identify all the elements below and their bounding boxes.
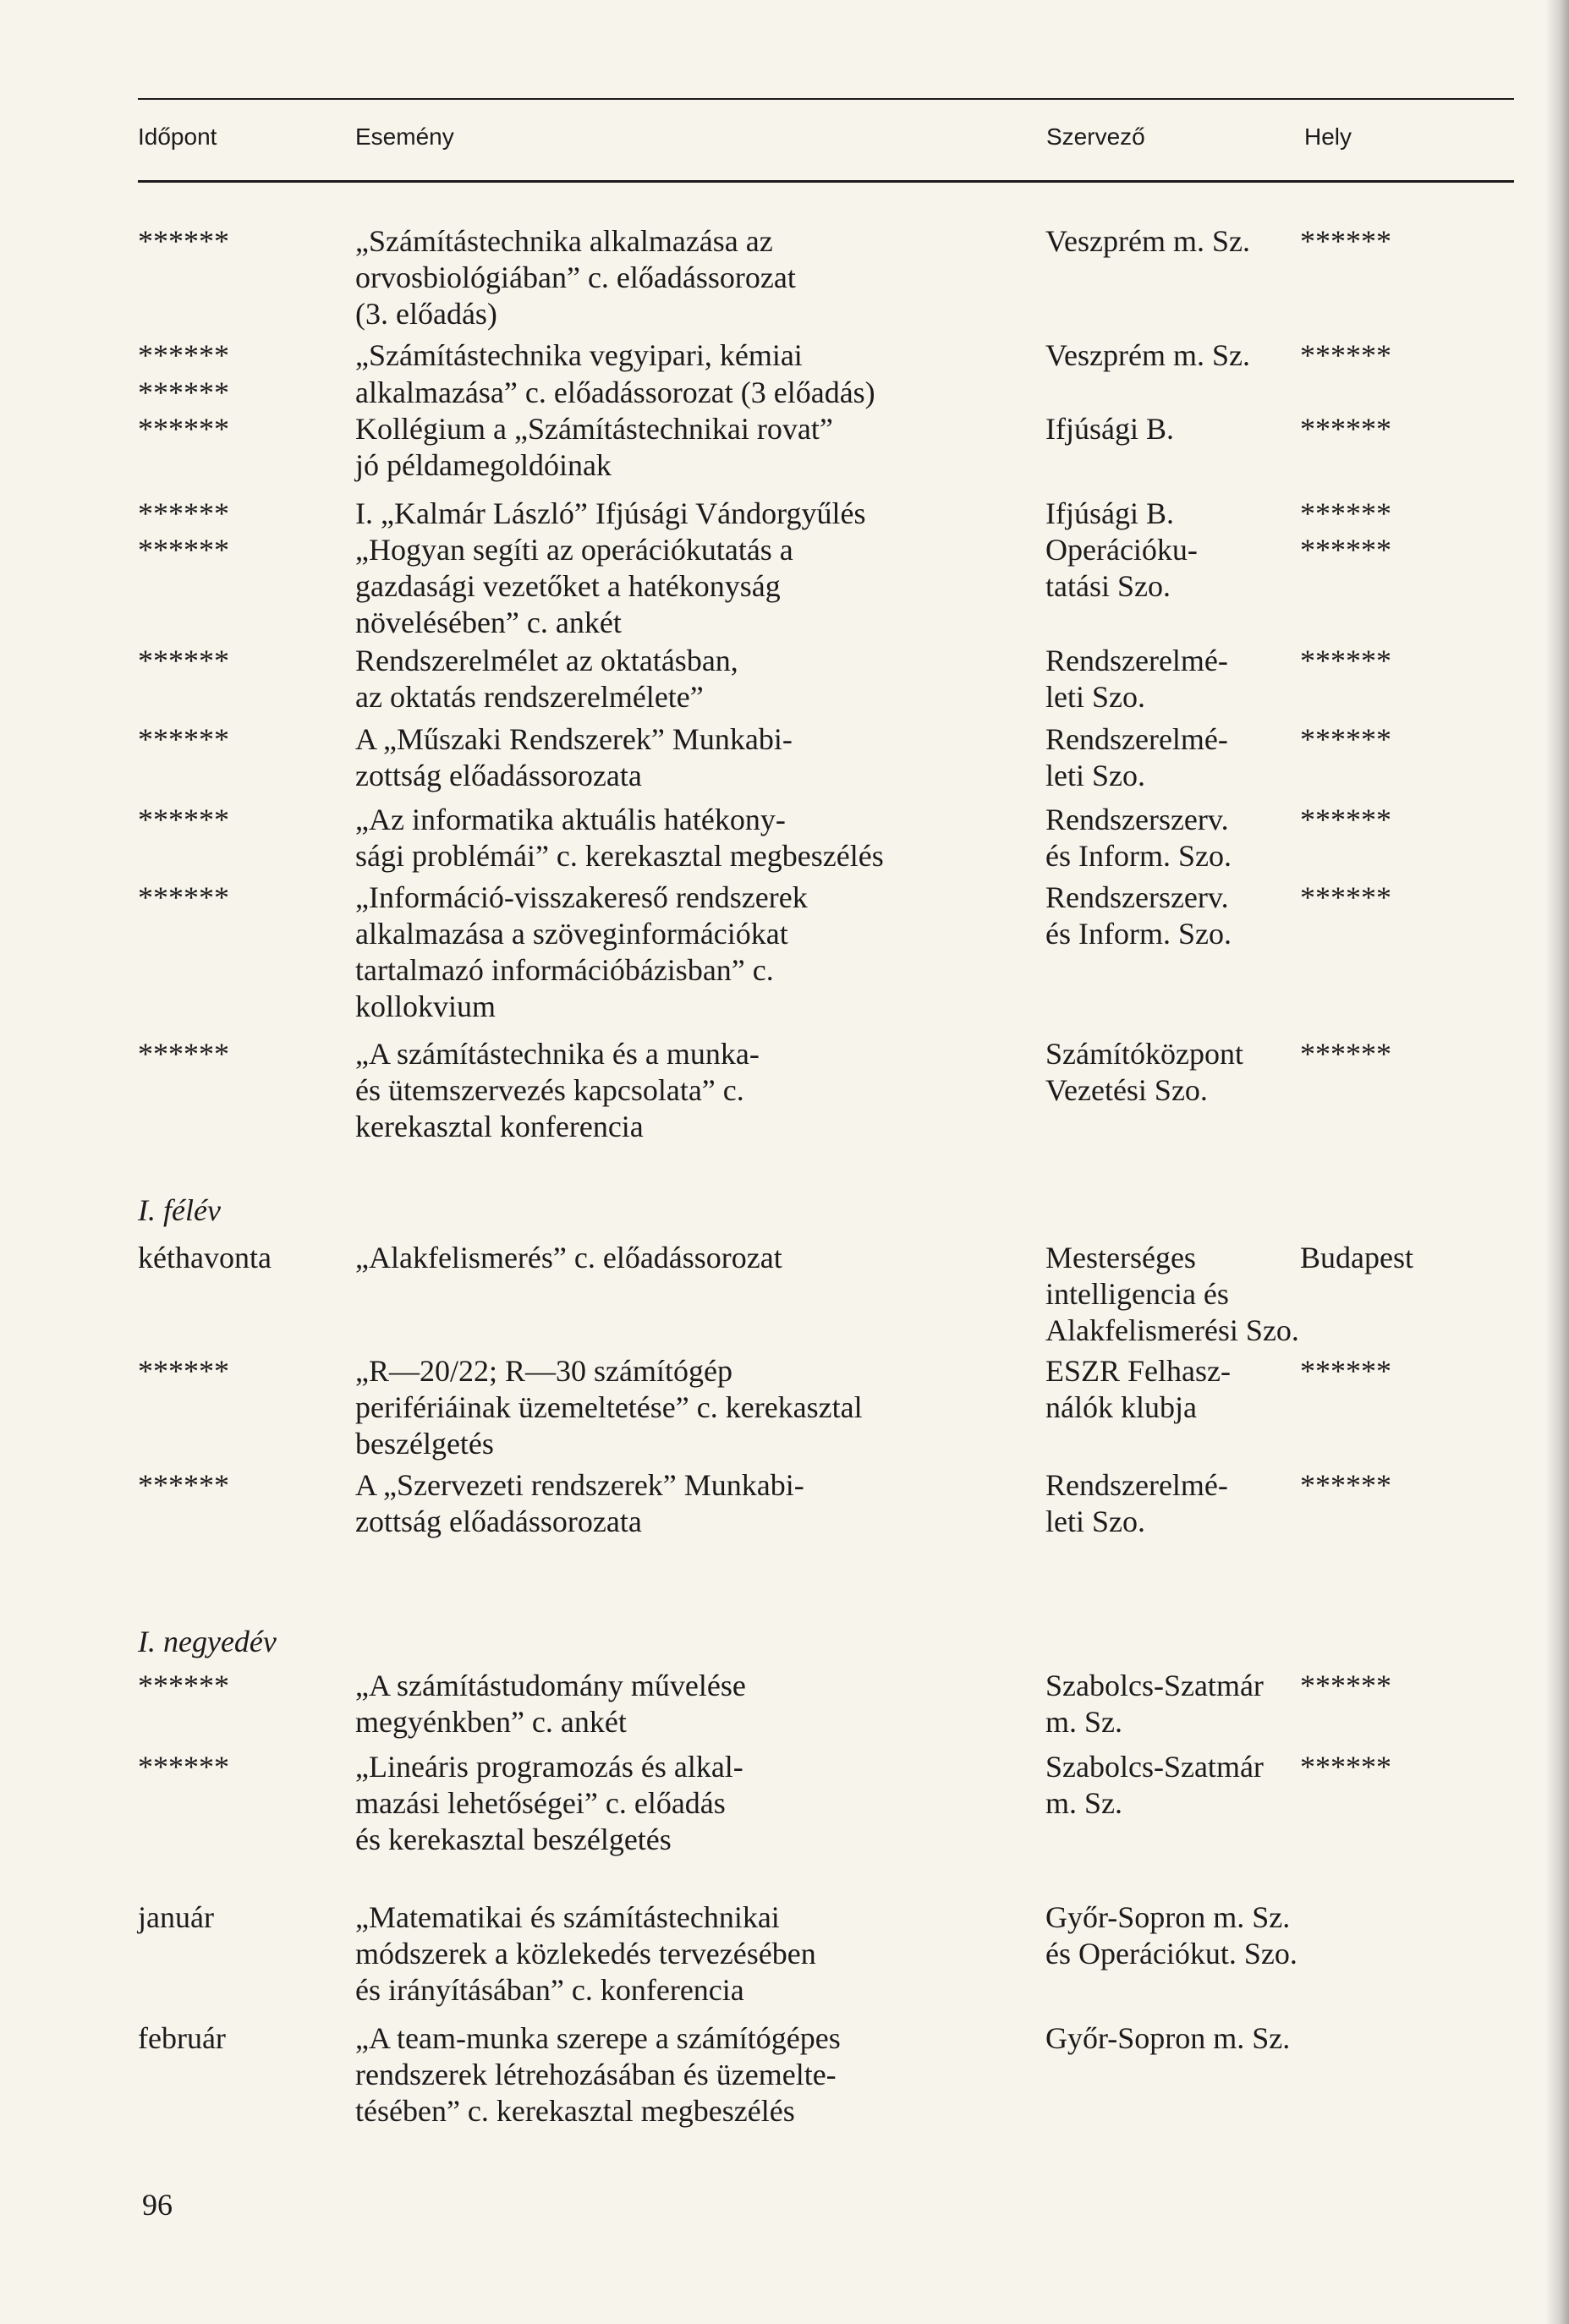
cell-organizer bbox=[1045, 337, 1250, 374]
cell-organizer-line: Veszprém m. Sz. bbox=[1045, 338, 1250, 372]
cell-event-line: sági problémái” c. kerekasztal megbeszélés bbox=[355, 839, 884, 873]
cell-organizer-line: Rendszerelmé- bbox=[1045, 1468, 1228, 1502]
cell-organizer-line: nálók klubja bbox=[1045, 1390, 1197, 1424]
cell-event-line: „Hogyan segíti az operációkutatás a bbox=[355, 533, 793, 567]
cell-event-line: jó példamegoldóinak bbox=[355, 448, 612, 482]
cell-organizer bbox=[1045, 2020, 1290, 2057]
cell-event-line: „Információ-visszakereső rendszerek bbox=[355, 880, 808, 914]
cell-event bbox=[355, 2020, 841, 2129]
cell-event-line: zottság előadássorozata bbox=[355, 1505, 642, 1538]
cell-organizer-line: Rendszerszerv. bbox=[1045, 880, 1229, 914]
cell-organizer bbox=[1045, 1240, 1299, 1349]
cell-event-line: „Az informatika aktuális hatékony- bbox=[355, 803, 786, 836]
cell-event bbox=[355, 223, 796, 332]
cell-organizer-line: m. Sz. bbox=[1045, 1786, 1123, 1820]
cell-event-line: kerekasztal konferencia bbox=[355, 1110, 644, 1143]
cell-event-line: tésében” c. kerekasztal megbeszélés bbox=[355, 2094, 795, 2128]
cell-organizer bbox=[1045, 1668, 1264, 1740]
cell-place: ****** bbox=[1300, 644, 1391, 677]
cell-organizer-line: Vezetési Szo. bbox=[1045, 1073, 1208, 1107]
page-edge-shadow bbox=[1545, 0, 1569, 2324]
cell-place: ****** bbox=[1300, 1669, 1391, 1702]
cell-event-line: beszélgetés bbox=[355, 1427, 494, 1461]
cell-place: ****** bbox=[1300, 496, 1391, 530]
cell-organizer-line: Szabolcs-Szatmár bbox=[1045, 1750, 1264, 1784]
cell-event bbox=[355, 721, 793, 794]
cell-time: kéthavonta bbox=[138, 1241, 272, 1274]
cell-place: ****** bbox=[1300, 1750, 1391, 1784]
cell-event bbox=[355, 337, 803, 374]
cell-place: ****** bbox=[1300, 533, 1391, 567]
cell-time: ****** bbox=[138, 338, 229, 372]
cell-organizer-line: és Operációkut. Szo. bbox=[1045, 1937, 1297, 1970]
cell-event-line: I. „Kalmár László” Ifjúsági Vándorgyűlés bbox=[355, 496, 866, 530]
cell-event bbox=[355, 411, 833, 484]
cell-time: ****** bbox=[138, 1750, 229, 1784]
cell-organizer-line: leti Szo. bbox=[1045, 759, 1145, 792]
cell-event-line: kollokvium bbox=[355, 989, 496, 1023]
cell-event-line: növelésében” c. ankét bbox=[355, 606, 622, 639]
cell-time: ****** bbox=[138, 1468, 229, 1502]
cell-organizer-line: Szabolcs-Szatmár bbox=[1045, 1669, 1264, 1702]
cell-event-line: alkalmazása a szöveginformációkat bbox=[355, 917, 788, 951]
cell-event-line: „Alakfelismerés” c. előadássorozat bbox=[355, 1241, 782, 1274]
cell-event-line: „A team-munka szerepe a számítógépes bbox=[355, 2021, 841, 2055]
cell-organizer-line: Veszprém m. Sz. bbox=[1045, 224, 1250, 258]
cell-organizer-line: Győr-Sopron m. Sz. bbox=[1045, 2021, 1291, 2055]
cell-event-line: „A számítástudomány művelése bbox=[355, 1669, 746, 1702]
cell-organizer-line: leti Szo. bbox=[1045, 680, 1145, 714]
cell-organizer bbox=[1045, 1036, 1243, 1109]
cell-event-line: „A számítástechnika és a munka- bbox=[355, 1037, 760, 1071]
cell-event-line: tartalmazó információbázisban” c. bbox=[355, 953, 774, 987]
cell-organizer-line: Mesterséges bbox=[1045, 1241, 1196, 1274]
cell-event-line: megyénkben” c. ankét bbox=[355, 1705, 627, 1739]
cell-organizer bbox=[1045, 496, 1174, 532]
cell-event-line: Rendszerelmélet az oktatásban, bbox=[355, 644, 738, 677]
cell-event bbox=[355, 496, 865, 532]
cell-time: ****** bbox=[138, 803, 229, 836]
cell-event-line: „Számítástechnika alkalmazása az bbox=[355, 224, 773, 258]
cell-time: január bbox=[138, 1900, 214, 1934]
cell-place: ****** bbox=[1300, 722, 1391, 756]
cell-organizer-line: ESZR Felhasz- bbox=[1045, 1354, 1231, 1388]
cell-event bbox=[355, 1467, 804, 1540]
cell-time: ****** bbox=[138, 496, 229, 530]
cell-event-line: és irányításában” c. konferencia bbox=[355, 1973, 744, 2007]
cell-place: ****** bbox=[1300, 803, 1391, 836]
cell-organizer bbox=[1045, 1353, 1231, 1426]
cell-organizer bbox=[1045, 532, 1198, 605]
cell-time: ****** bbox=[138, 1354, 229, 1388]
cell-time: ****** bbox=[138, 375, 229, 409]
cell-organizer bbox=[1045, 1749, 1264, 1822]
section-heading: I. félév bbox=[138, 1193, 221, 1227]
cell-organizer-line: Alakfelismerési Szo. bbox=[1045, 1313, 1299, 1347]
cell-time: ****** bbox=[138, 644, 229, 677]
cell-place: ****** bbox=[1300, 1037, 1391, 1071]
top-rule bbox=[138, 98, 1514, 100]
cell-event-line: orvosbiológiában” c. előadássorozat bbox=[355, 260, 796, 294]
cell-organizer-line: leti Szo. bbox=[1045, 1505, 1145, 1538]
cell-event bbox=[355, 375, 875, 411]
cell-organizer bbox=[1045, 1467, 1228, 1540]
cell-time: ****** bbox=[138, 412, 229, 446]
cell-event-line: és ütemszervezés kapcsolata” c. bbox=[355, 1073, 744, 1107]
header-organizer: Szervező bbox=[1046, 123, 1145, 150]
cell-time: ****** bbox=[138, 224, 229, 258]
cell-place: ****** bbox=[1300, 412, 1391, 446]
cell-organizer-line: tatási Szo. bbox=[1045, 569, 1171, 603]
cell-event bbox=[355, 1899, 816, 2009]
cell-time: ****** bbox=[138, 1669, 229, 1702]
cell-organizer-line: Ifjúsági B. bbox=[1045, 496, 1174, 530]
cell-event-line: rendszerek létrehozásában és üzemelte- bbox=[355, 2058, 837, 2091]
cell-organizer-line: Rendszerelmé- bbox=[1045, 644, 1228, 677]
cell-organizer bbox=[1045, 643, 1228, 715]
cell-time: ****** bbox=[138, 880, 229, 914]
cell-event bbox=[355, 1036, 760, 1145]
cell-event-line: zottság előadássorozata bbox=[355, 759, 642, 792]
cell-time: ****** bbox=[138, 533, 229, 567]
cell-event-line: A „Műszaki Rendszerek” Munkabi- bbox=[355, 722, 793, 756]
cell-event bbox=[355, 880, 808, 1025]
cell-event-line: az oktatás rendszerelmélete” bbox=[355, 680, 704, 714]
cell-organizer-line: intelligencia és bbox=[1045, 1277, 1229, 1311]
cell-organizer-line: Számítóközpont bbox=[1045, 1037, 1243, 1071]
cell-event bbox=[355, 1240, 782, 1276]
cell-organizer bbox=[1045, 223, 1250, 260]
cell-event-line: mazási lehetőségei” c. előadás bbox=[355, 1786, 726, 1820]
cell-event bbox=[355, 802, 884, 874]
cell-event-line: A „Szervezeti rendszerek” Munkabi- bbox=[355, 1468, 804, 1502]
cell-organizer-line: és Inform. Szo. bbox=[1045, 917, 1232, 951]
cell-organizer bbox=[1045, 721, 1228, 794]
cell-event bbox=[355, 1353, 863, 1462]
cell-organizer bbox=[1045, 802, 1232, 874]
cell-time: ****** bbox=[138, 1037, 229, 1071]
section-heading: I. negyedév bbox=[138, 1625, 277, 1658]
cell-organizer-line: m. Sz. bbox=[1045, 1705, 1123, 1739]
cell-event bbox=[355, 643, 738, 715]
cell-event-line: perifériáinak üzemeltetése” c. kerekasztal bbox=[355, 1390, 863, 1424]
cell-place: Budapest bbox=[1300, 1241, 1413, 1274]
cell-organizer-line: Rendszerelmé- bbox=[1045, 722, 1228, 756]
cell-place: ****** bbox=[1300, 224, 1391, 258]
cell-event bbox=[355, 1749, 743, 1858]
header-event: Esemény bbox=[355, 123, 454, 150]
cell-time: február bbox=[138, 2021, 226, 2055]
cell-place: ****** bbox=[1300, 880, 1391, 914]
cell-event-line: Kollégium a „Számítástechnikai rovat” bbox=[355, 412, 833, 446]
page-number: 96 bbox=[142, 2188, 173, 2222]
cell-event-line: és kerekasztal beszélgetés bbox=[355, 1822, 672, 1856]
cell-organizer-line: és Inform. Szo. bbox=[1045, 839, 1232, 873]
cell-organizer bbox=[1045, 1899, 1297, 1972]
cell-event-line: „Lineáris programozás és alkal- bbox=[355, 1750, 743, 1784]
cell-organizer bbox=[1045, 411, 1174, 447]
cell-place: ****** bbox=[1300, 1468, 1391, 1502]
header-place: Hely bbox=[1304, 123, 1352, 150]
cell-time: ****** bbox=[138, 722, 229, 756]
cell-event-line: „Matematikai és számítástechnikai bbox=[355, 1900, 780, 1934]
cell-event-line: módszerek a közlekedés tervezésében bbox=[355, 1937, 816, 1970]
cell-organizer bbox=[1045, 880, 1232, 952]
cell-organizer-line: Operációku- bbox=[1045, 533, 1198, 567]
cell-event-line: (3. előadás) bbox=[355, 297, 497, 331]
cell-event-line: „R—20/22; R—30 számítógép bbox=[355, 1354, 732, 1388]
cell-place: ****** bbox=[1300, 338, 1391, 372]
header-time: Időpont bbox=[138, 123, 217, 150]
cell-event-line: alkalmazása” c. előadássorozat (3 előadás) bbox=[355, 375, 875, 409]
cell-event bbox=[355, 532, 793, 641]
cell-place: ****** bbox=[1300, 1354, 1391, 1388]
cell-event-line: „Számítástechnika vegyipari, kémiai bbox=[355, 338, 803, 372]
header-rule bbox=[138, 180, 1514, 183]
cell-organizer-line: Rendszerszerv. bbox=[1045, 803, 1229, 836]
cell-organizer-line: Győr-Sopron m. Sz. bbox=[1045, 1900, 1291, 1934]
cell-event-line: gazdasági vezetőket a hatékonyság bbox=[355, 569, 781, 603]
cell-event bbox=[355, 1668, 746, 1740]
cell-organizer-line: Ifjúsági B. bbox=[1045, 412, 1174, 446]
